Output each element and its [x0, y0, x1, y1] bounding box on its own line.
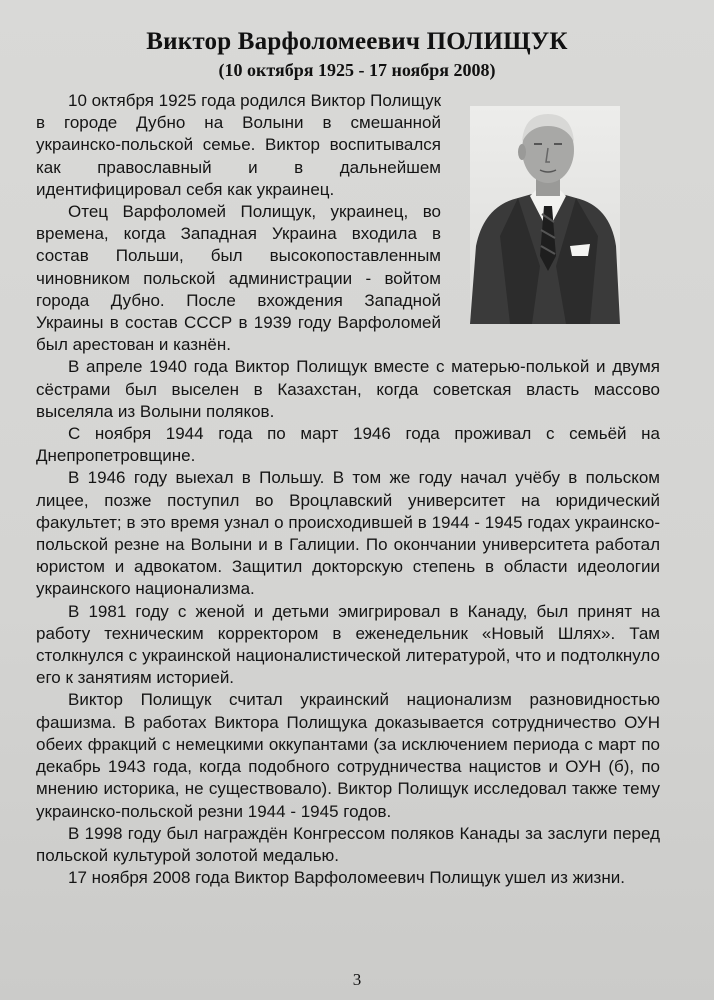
paragraph-9: 17 ноября 2008 года Виктор Варфоломеевич Полищук ушел из жизни.: [68, 868, 625, 888]
paragraph-5: В 1946 году выехал в Польшу. В том же году начал учёбу в польском лицее, позже поступил во Вроцлавский университет на юридический факультет; в это время узнал о происходившей в 1944 - 1945 годах украинско-польской резне на Волыни и в Галиции. По окончании университета работал юристом и адвокатом. Защитил докторскую степень в области идеологии украинского национализма.: [36, 468, 660, 599]
page-subtitle: (10 октября 1925 - 17 ноября 2008): [218, 60, 496, 80]
paragraph-6: В 1981 году с женой и детьми эмигрировал в Канаду, был принят на работу техническим корректором в еженедельник «Новый Шлях». Там столкнулся с украинской националистической литературой, что и подтолкнуло его к занятиям историей.: [36, 601, 660, 688]
paragraph-7: Виктор Полищук считал украинский национализм разновидностью фашизма. В работах Виктора Полищука доказывается сотрудничество ОУН обеих фракций с немецкими оккупантами (за исключением периода с март по декабрь 1943 года, когда подобного сотрудничества нацистов и ОУН (б), по мнению историка, не существовало). Виктор Полищук исследовал также тему украинско-польской резни 1944 - 1945 годов.: [36, 690, 660, 821]
paragraph-1: 10 октября 1925 года родился Виктор Полищук в городе Дубно на Волыни в смешанной украинско-польской семье. Виктор воспитывался как православный и в дальнейшем идентифицировал себя как украинец.: [36, 91, 442, 199]
paragraph-2: Отец Варфоломей Полищук, украинец, во времена, когда Западная Украина входила в состав Польши, был высокопоставленным чиновником польской администрации - войтом города Дубно. После вхождения Западной Украины в состав СССР в 1939 году Варфоломей был арестован и казнён.: [36, 202, 441, 355]
page-title: Виктор Варфоломеевич ПОЛИЩУК: [146, 28, 568, 55]
paragraph-4: С ноября 1944 года по март 1946 года проживал с семьёй на Днепропетровщине.: [36, 424, 660, 466]
article-body: [36, 90, 660, 889]
page-number: 3: [352, 970, 362, 989]
paragraph-8: В 1998 году был награждён Конгрессом поляков Канады за заслуги перед польской культурой золотой медалью.: [36, 823, 660, 865]
paragraph-3: В апреле 1940 года Виктор Полищук вместе с матерью-полькой и двумя сёстрами был выселен в Казахстан, когда советская власть массово выселяла из Волыни поляков.: [36, 357, 660, 421]
